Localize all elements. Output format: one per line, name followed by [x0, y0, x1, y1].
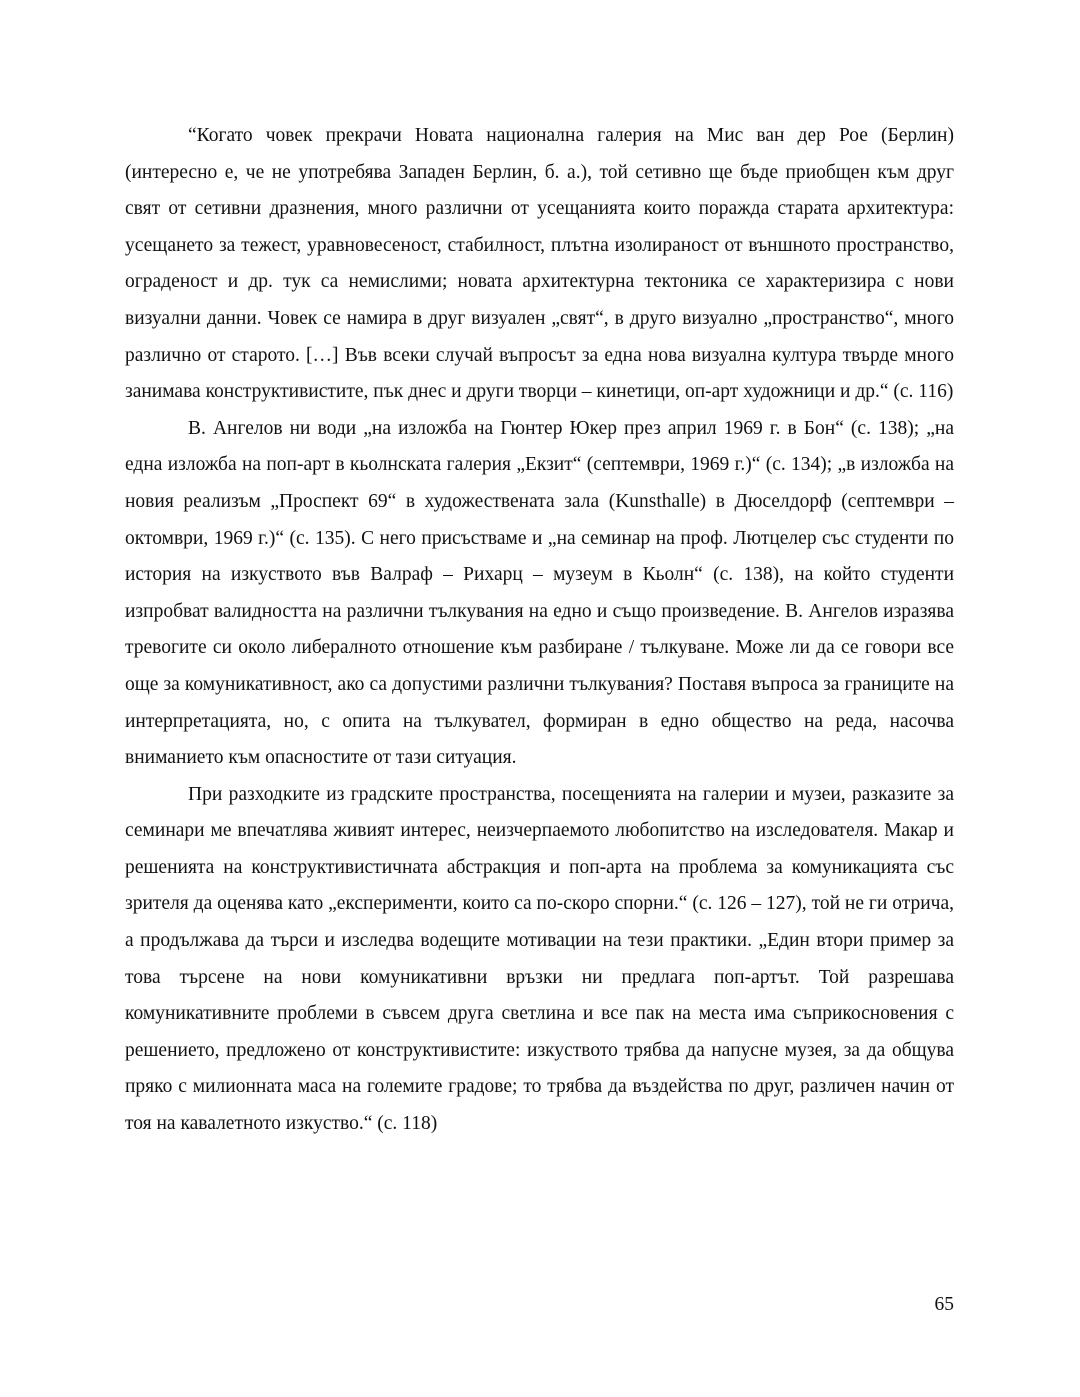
paragraph-walks-and-pop-art: При разходките из градските пространства, посещенията на галерии и музеи, разказите за семинари ме впечатлява живият интерес, неизчерпаемото любопитство на изследователя. Макар и решенията на конструктивистичната абстракция и поп-арта на проблема за комуникацията със зрителя да оценява като „експерименти, които са по-скоро спорни.“ (с. 126 – 127), той не ги отрича, а продължава да търси и изследва водещите мотивации на тези практики. „Един втори пример за това търсене на нови комуникативни връзки ни предлага поп-артът. Той разрешава комуникативните проблеми в съвсем друга светлина и все пак на места има съприкосновения с решението, предложено от конструктивистите: изкуството трябва да напусне музея, за да общува пряко с милионната маса на големите градове; то трябва да въздейства по друг, различен начин от тоя на кавалетното изкуство.“ (с. 118) [125, 783, 954, 1135]
page-body [125, 118, 954, 1143]
paragraph-quote-new-national-gallery: “Когато човек прекрачи Новата национална галерия на Мис ван дер Рое (Берлин) (интересно е, че не употребява Западен Берлин, б. а.), той сетивно ще бъде приобщен към друг свят от сетивни дразнения, много различни от усещанията които поражда старата архитектура: усещането за тежест, уравновесеност, стабилност, плътна изолираност от външното пространство, ограденост и др. тук са немислими; новата архитектурна тектоника се характеризира с нови визуални данни. Човек се намира в друг визуален „свят“, в друго визуално „пространство“, много различно от старото. […] Във всеки случай въпросът за една нова визуална култура твърде много занимава конструктивистите, пък днес и други творци – кинетици, оп-арт художници и др.“ (с. 116) [125, 125, 954, 403]
paragraph-exhibitions-and-seminar: В. Ангелов ни води „на изложба на Гюнтер Юкер през април 1969 г. в Бон“ (с. 138); „на една изложба на поп-арт в кьолнската галерия „Екзит“ (септември, 1969 г.)“ (с. 134); „в изложба на новия реализъм „Проспект 69“ в художествената зала (Kunsthalle) в Дюселдорф (септември – октомври, 1969 г.)“ (с. 135). С него присъстваме и „на семинар на проф. Лютцелер със студенти по история на изкуството във Валраф – Рихарц – музеум в Кьолн“ (с. 138), на който студенти изпробват валидността на различни тълкувания на едно и също произведение. В. Ангелов изразява тревогите си около либералното отношение към разбиране / тълкуване. Може ли да се говори все още за комуникативност, ако са допустими различни тълкувания? Поставя въпроса за границите на интерпретацията, но, с опита на тълкувател, формиран в едно общество на реда, насочва вниманието към опасностите от тази ситуация. [125, 417, 954, 769]
page-number: 65 [934, 1294, 954, 1315]
